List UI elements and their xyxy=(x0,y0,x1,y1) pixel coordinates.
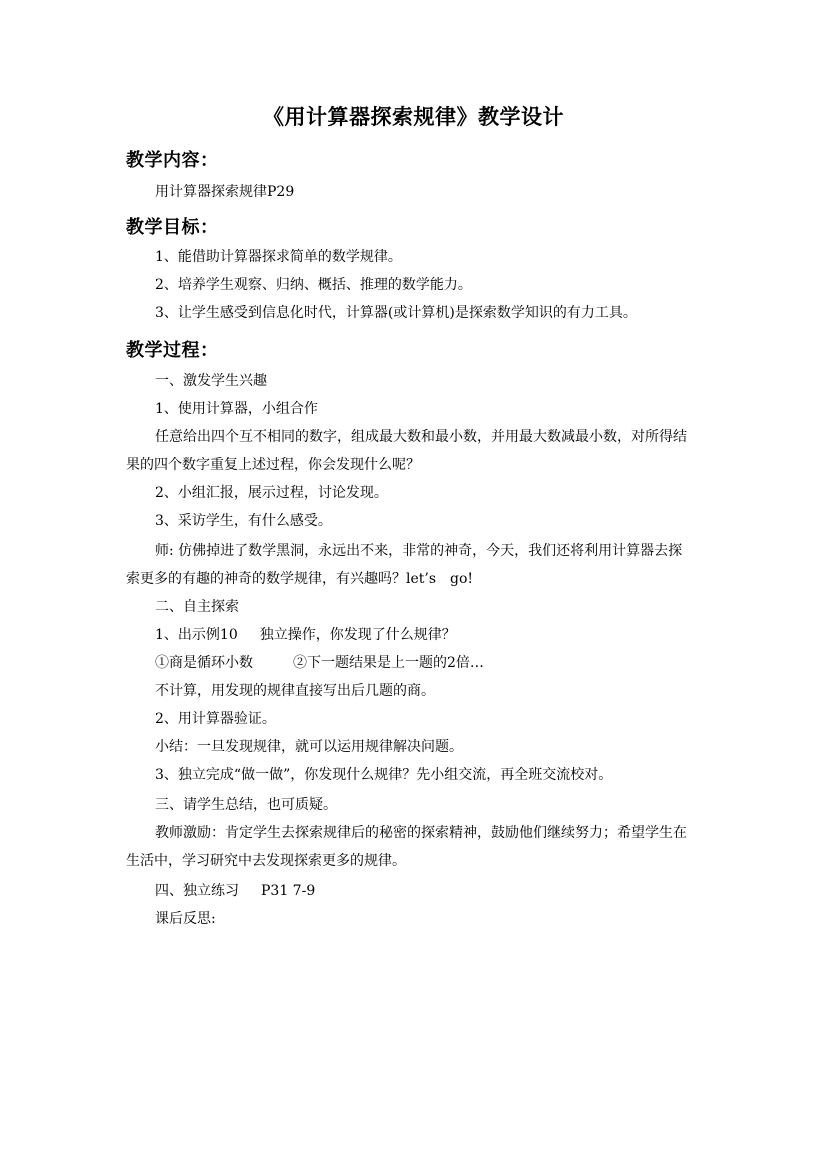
encourage-paragraph-line-2: 生活中，学习研究中去发现探索更多的规律。 xyxy=(126,853,406,869)
findings-line xyxy=(155,654,484,672)
reflection-line: 课后反思: xyxy=(155,911,216,927)
part4-line xyxy=(155,882,315,900)
goal-item-2: 2、培养学生观察、归纳、概括、推理的数学能力。 xyxy=(155,277,472,293)
part4-title: 四、独立练习 xyxy=(155,883,239,899)
finding-2: ②下一题结果是上一题的2倍… xyxy=(293,655,484,671)
heading-teaching-process: 教学过程： xyxy=(126,340,219,361)
part1-title: 一、激发学生兴趣 xyxy=(155,373,267,389)
document-title: 《用计算器探索规律》教学设计 xyxy=(263,104,564,129)
process-step-3: 3、采访学生，有什么感受。 xyxy=(155,513,332,529)
teacher-paragraph-line-1: 师: 仿佛掉进了数学黑洞，永远出不来，非常的神奇，今天，我们还将利用计算器去探 xyxy=(155,543,683,559)
process-step-1: 1、使用计算器，小组合作 xyxy=(155,401,318,417)
task-paragraph-line-1: 任意给出四个互不相同的数字，组成最大数和最小数，并用最大数减最小数，对所得结 xyxy=(155,429,687,445)
teacher-paragraph-line-2: 索更多的有趣的神奇的数学规律，有兴趣吗？let’s go! xyxy=(126,571,474,587)
goal-item-3: 3、让学生感受到信息化时代，计算器(或计算机)是探索数学知识的有力工具。 xyxy=(155,305,637,321)
verify-line: 2、用计算器验证。 xyxy=(155,711,276,727)
example-task: 独立操作，你发现了什么规律？ xyxy=(259,627,456,643)
example-line xyxy=(155,626,456,644)
no-calc-line: 不计算，用发现的规律直接写出后几题的商。 xyxy=(155,683,435,699)
heading-teaching-goals: 教学目标： xyxy=(126,217,219,238)
do-it-line: 3、独立完成“做一做”，你发现什么规律？先小组交流，再全班交流校对。 xyxy=(155,767,613,783)
part2-title: 二、自主探索 xyxy=(155,599,239,615)
example-label: 1、出示例10 xyxy=(155,627,238,643)
task-paragraph-line-2: 果的四个数字重复上述过程，你会发现什么呢？ xyxy=(126,457,420,473)
goal-item-1: 1、能借助计算器探求简单的数学规律。 xyxy=(155,249,402,265)
heading-teaching-content: 教学内容： xyxy=(126,150,219,171)
summary-line: 小结：一旦发现规律，就可以运用规律解决问题。 xyxy=(155,739,463,755)
process-step-2: 2、小组汇报，展示过程，讨论发现。 xyxy=(155,485,388,501)
encourage-paragraph-line-1: 教师激励：肯定学生去探索规律后的秘密的探索精神，鼓励他们继续努力；希望学生在 xyxy=(155,825,687,841)
finding-1: ①商是循环小数 xyxy=(155,655,253,671)
part4-pages: P31 7-9 xyxy=(261,883,316,899)
teaching-content-text: 用计算器探索规律P29 xyxy=(155,184,295,200)
part3-title: 三、请学生总结，也可质疑。 xyxy=(155,797,337,813)
